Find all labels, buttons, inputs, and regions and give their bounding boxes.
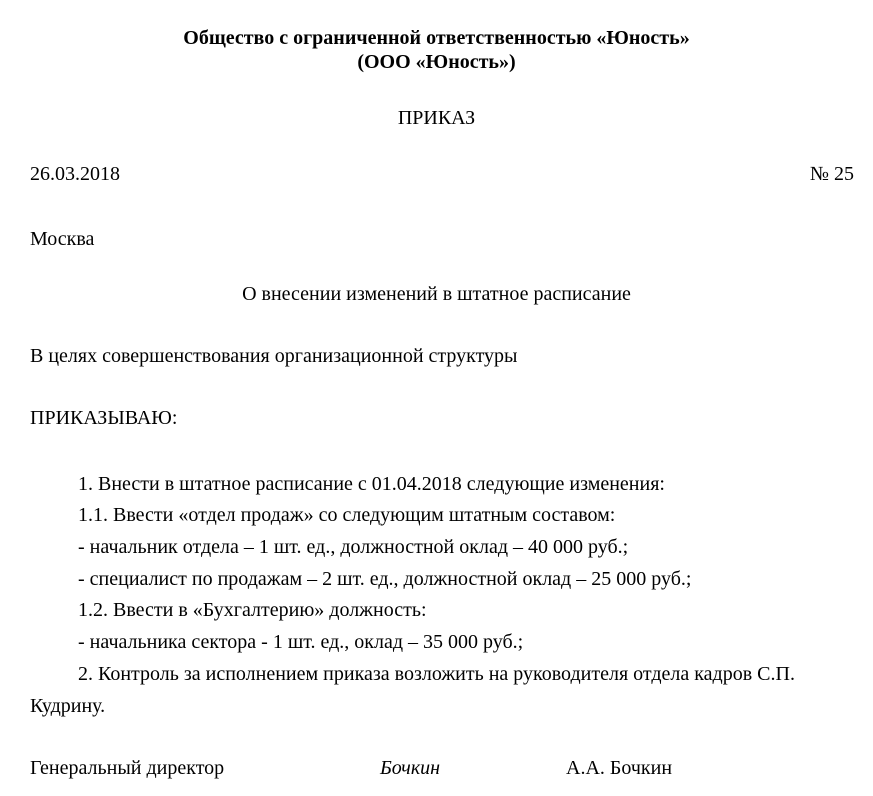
order-word: ПРИКАЗЫВАЮ: bbox=[30, 407, 178, 429]
doc-type-title: ПРИКАЗ bbox=[397, 107, 476, 129]
doc-number: № 25 bbox=[809, 163, 854, 185]
signature: Бочкин bbox=[380, 757, 441, 779]
signer-position: Генеральный директор bbox=[30, 757, 225, 779]
item-1: 1. Внести в штатное расписание с 01.04.2018 следующие изменения: bbox=[78, 473, 665, 495]
doc-date: 26.03.2018 bbox=[30, 163, 120, 185]
item-2-line-1: 2. Контроль за исполнением приказа возложить на руководителя отдела кадров С.П. bbox=[78, 663, 795, 685]
item-1-1-a: - начальник отдела – 1 шт. ед., должностной оклад – 40 000 руб.; bbox=[78, 536, 629, 558]
item-2-line-2: Кудрину. bbox=[30, 695, 106, 717]
item-1-1-b: - специалист по продажам – 2 шт. ед., должностной оклад – 25 000 руб.; bbox=[78, 568, 692, 590]
org-short-name: (ООО «Юность») bbox=[357, 51, 516, 73]
preamble: В целях совершенствования организационной структуры bbox=[30, 345, 518, 367]
item-1-1: 1.1. Ввести «отдел продаж» со следующим штатным составом: bbox=[78, 504, 616, 526]
org-full-name: Общество с ограниченной ответственностью «Юность» bbox=[183, 27, 690, 49]
signer-name: А.А. Бочкин bbox=[566, 757, 673, 779]
item-1-2: 1.2. Ввести в «Бухгалтерию» должность: bbox=[78, 599, 427, 621]
doc-subject: О внесении изменений в штатное расписание bbox=[242, 283, 631, 305]
item-1-2-a: - начальника сектора - 1 шт. ед., оклад – 35 000 руб.; bbox=[78, 631, 524, 653]
doc-city: Москва bbox=[30, 228, 95, 250]
